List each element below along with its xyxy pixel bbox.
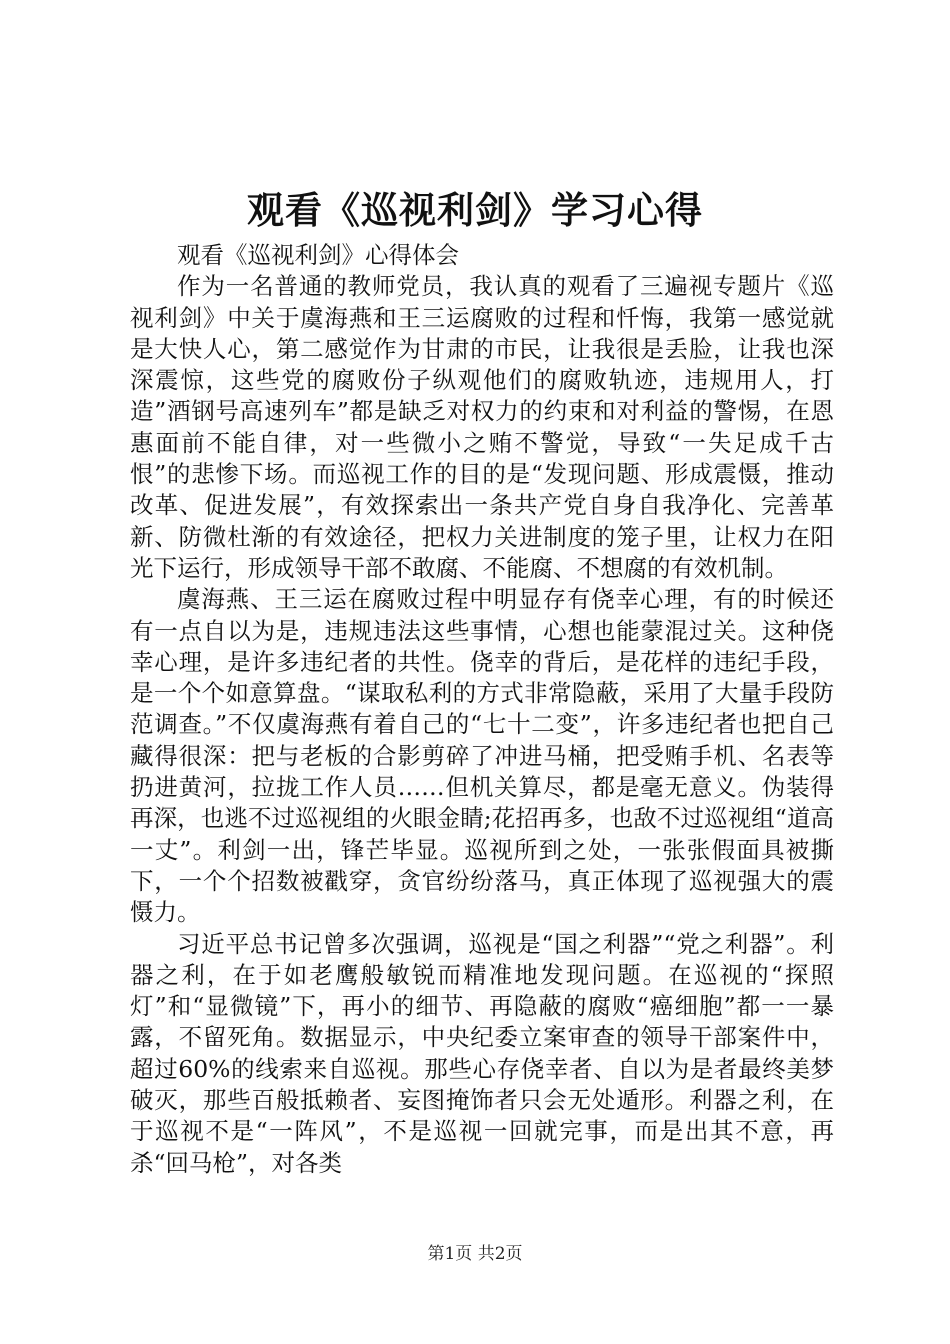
- document-body: [130, 240, 834, 1179]
- paragraph-1: 作为一名普通的教师党员，我认真的观看了三遍视专题片《巡视利剑》中关于虞海燕和王三运腐败的过程和忏悔，我第一感觉就是大快人心，第二感觉作为甘肃的市民，让我很是丢脸，让我也深深震惊，这些党的腐败份子纵观他们的腐败轨迹，违规用人，打造”酒钢号高速列车”都是缺乏对权力的约束和对利益的警惕，在恩惠面前不能自律，对一些微小之贿不警觉，导致“一失足成千古恨”的悲惨下场。而巡视工作的目的是“发现问题、形成震慑，推动改革、促进发展”，有效探索出一条共产党自身自我净化、完善革新、防微杜渐的有效途径，把权力关进制度的笼子里，让权力在阳光下运行，形成领导干部不敢腐、不能腐、不想腐的有效机制。: [130, 272, 834, 582]
- document-subtitle: 观看《巡视利剑》心得体会: [177, 241, 459, 269]
- paragraph-3: 习近平总书记曾多次强调，巡视是“国之利器”“党之利器”。利器之利，在于如老鹰般敏锐而精准地发现问题。在巡视的“探照灯”和“显微镜”下，再小的细节、再隐蔽的腐败“癌细胞”都一一暴露，不留死角。数据显示，中央纪委立案审查的领导干部案件中，超过60%的线索来自巡视。那些心存侥幸者、自以为是者最终美梦破灭，那些百般抵赖者、妄图掩饰者只会无处遁形。利器之利，在于巡视不是“一阵风”，不是巡视一回就完事，而是出其不意，再杀“回马枪”，对各类: [130, 929, 834, 1177]
- page-number-footer: 第1页 共2页: [427, 1244, 523, 1264]
- paragraph-2: 虞海燕、王三运在腐败过程中明显存有侥幸心理，有的时候还有一点自以为是，违规违法这些事情，心想也能蒙混过关。这种侥幸心理，是许多违纪者的共性。侥幸的背后，是花样的违纪手段，是一个个如意算盘。“谋取私利的方式非常隐蔽，采用了大量手段防范调查。”不仅虞海燕有着自己的“七十二变”，许多违纪者也把自己藏得很深：把与老板的合影剪碎了冲进马桶，把受贿手机、名表等扔进黄河，拉拢工作人员……但机关算尽，都是毫无意义。伪装得再深，也逃不过巡视组的火眼金睛;花招再多，也敌不过巡视组“道高一丈”。利剑一出，锋芒毕显。巡视所到之处，一张张假面具被撕下，一个个招数被戳穿，贪官纷纷落马，真正体现了巡视强大的震慑力。: [130, 585, 834, 927]
- page-title: 观看《巡视利剑》学习心得: [247, 188, 703, 232]
